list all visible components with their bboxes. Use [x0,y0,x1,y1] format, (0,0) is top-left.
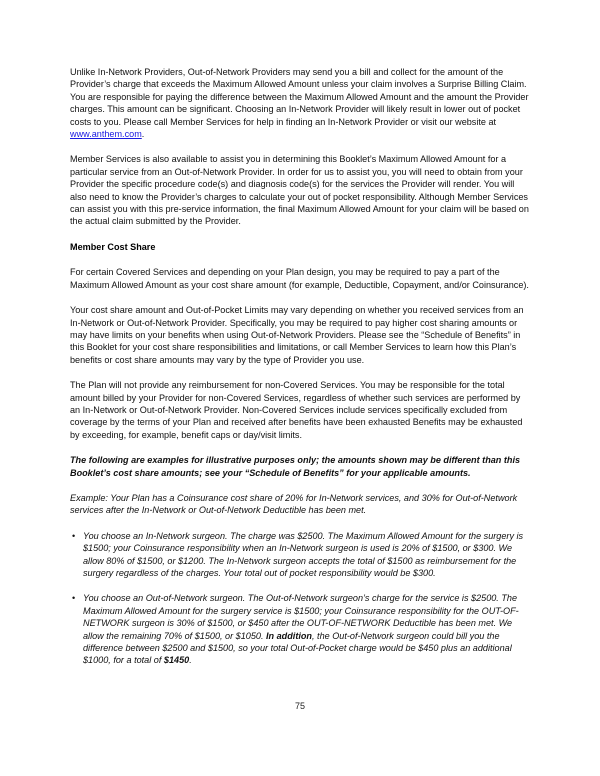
list-item [70,530,530,580]
list-item [70,592,530,666]
paragraph-non-covered-services: The Plan will not provide any reimbursement for non-Covered Services. You may be responsible for the total amount billed by your Provider for non-Covered Services, regardless of whether such services are performed by an In-Network or Out-of-Network Provider. Non-Covered Services include services specifically excluded from coverage by the terms of your Plan and received after benefits have been exhausted Benefits may be exhausted by exceeding, for example, benefit caps or day/visit limits. [70,380,523,440]
bullet-marker-icon: • [72,530,76,541]
paragraph-illustrative-examples-notice: The following are examples for illustrative purposes only; the amounts shown may be different than this Booklet’s cost share amounts; see your “Schedule of Benefits” for your applicable amounts. [70,455,521,478]
page-content [70,66,530,667]
example-bullet-list [70,530,530,667]
bullet-text: You choose an In-Network surgeon. The charge was $2500. The Maximum Allowed Amount for the surgery is $1500; your Coinsurance responsibility when an In-Network surgeon is used is 20% of $1500, or $300. We allow 80% of $1500, or $1200. The In-Network surgeon accepts the total of $1500 as reimbursement for the surgery regardless of the charges. Your total out of pocket responsibility would be $300. [83,530,524,578]
bullet-emphasis-in-addition: In addition [266,630,312,641]
paragraph-out-of-network-billing [70,66,530,140]
bullet-text-segment: You choose an Out-of-Network surgeon. The Out-of-Network surgeon’s charge for the service is $2500. The Maximum Allowed Amount for the surgery service is $1500; your Coinsurance responsibility for the OUT-OF-NETWORK surgeon is 30% of $1500, or $450 after the OUT-OF-NETWORK Deductible has been met. We allow the remaining 70% of $1500, or $1050. [83,593,519,641]
paragraph-example-intro: Example: Your Plan has a Coinsurance cost share of 20% for In-Network services, and 30% for Out-of-Network services after the In-Network or Out-of-Network Deductible has been met. [70,492,518,516]
anthem-website-link[interactable]: www.anthem.com [70,129,142,140]
bullet-text-segment: . [189,655,192,666]
bullet-marker-icon: • [72,593,76,604]
paragraph-text-segment: . [141,129,145,140]
paragraph-out-of-pocket-limits: Your cost share amount and Out-of-Pocket Limits may vary depending on whether you received services from an In-Network or Out-of-Network Provider. Specifically, you may be required to pay higher cost sharing amounts or may have limits on your benefits when using Out-of-Network Providers. Please see the “Schedule of Benefits” in this Booklet for your cost share responsibilities and limitations, or call Member Services to learn how this Plan’s benefits or cost share amounts may vary by the type of Provider you use. [70,305,524,365]
heading-member-cost-share: Member Cost Share [70,241,156,252]
paragraph-covered-services-cost-share: For certain Covered Services and depending on your Plan design, you may be required to pay a part of the Maximum Allowed Amount as your cost share amount (for example, Deductible, Copayment, and/or Coinsurance). [70,267,529,290]
paragraph-member-services-assistance: Member Services is also available to assist you in determining this Booklet’s Maximum Allowed Amount for a particular service from an Out-of-Network Provider. In order for us to assist you, you will need to obtain from your Provider the specific procedure code(s) and diagnosis code(s) for the services the Provider will render. You will also need to know the Provider’s charges to calculate your out of pocket responsibility. Although Member Services can assist you with this pre-service information, the final Maximum Allowed Amount for your claim will be based on the actual claim submitted by the Provider. [70,154,529,227]
page-number: 75 [294,701,305,711]
bullet-text-segment: , the Out-of-Network surgeon could bill you the difference between $2500 and $1500, so your total Out-of-Pocket charge would be $450 plus an additional $1000, for a total of [83,630,512,666]
paragraph-text-segment: Unlike In-Network Providers, Out-of-Network Providers may send you a bill and collect for the amount of the Provider’s charge that exceeds the Maximum Allowed Amount unless your claim involves a Surprise Billing Claim. You are responsible for paying the difference between the Maximum Allowed Amount and the amount the Provider charges. This amount can be significant. Choosing an In-Network Provider will likely result in lower out of pocket costs to you. Please call Member Services for help in finding an In-Network Provider or visit our website at [70,67,529,127]
bullet-emphasis-total-amount: $1450 [163,655,190,666]
